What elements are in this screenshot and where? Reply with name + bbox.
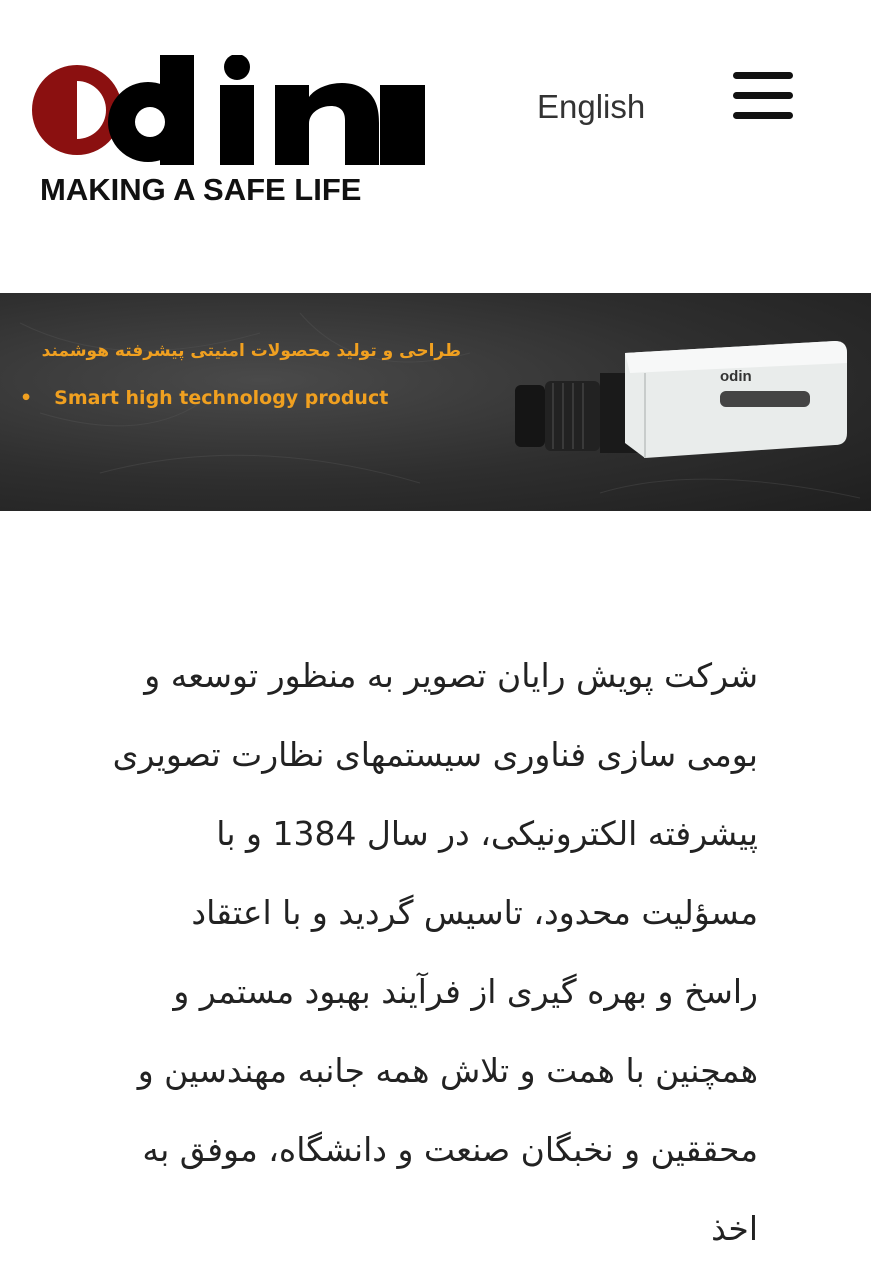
banner-headline-en: [20, 387, 388, 409]
bullet-icon: •: [20, 387, 33, 409]
banner-headline-en-text: Smart high technology product: [54, 387, 389, 409]
banner-headline-fa: طراحی و تولید محصولات امنیتی پیشرفته هوشمند: [41, 341, 461, 361]
odin-logo-graphic: [30, 55, 430, 205]
hero-banner: [0, 293, 871, 511]
odin-logo[interactable]: [30, 55, 430, 205]
security-camera-image: [505, 333, 855, 463]
logo-tagline: MAKING A SAFE LIFE: [40, 172, 362, 205]
company-intro-paragraph: شرکت پویش رایان تصویر به منظور توسعه و بومی سازی فناوری سیستمهای نظارت تصویری پیشرفته الکترونیکی، در سال 1384 و با مسؤلیت محدود، تاسیس گردید و با اعتقاد راسخ و بهره گیری از فرآیند بهبود مستمر و همچنین با همت و تلاش همه جانبه مهندسین و محققین و نخبگان صنعت و دانشگاه، موفق به اخذ: [112, 656, 758, 1248]
camera-brand: odin: [720, 368, 752, 385]
language-switch-link[interactable]: English: [537, 88, 646, 125]
hamburger-menu-icon[interactable]: [733, 72, 795, 120]
